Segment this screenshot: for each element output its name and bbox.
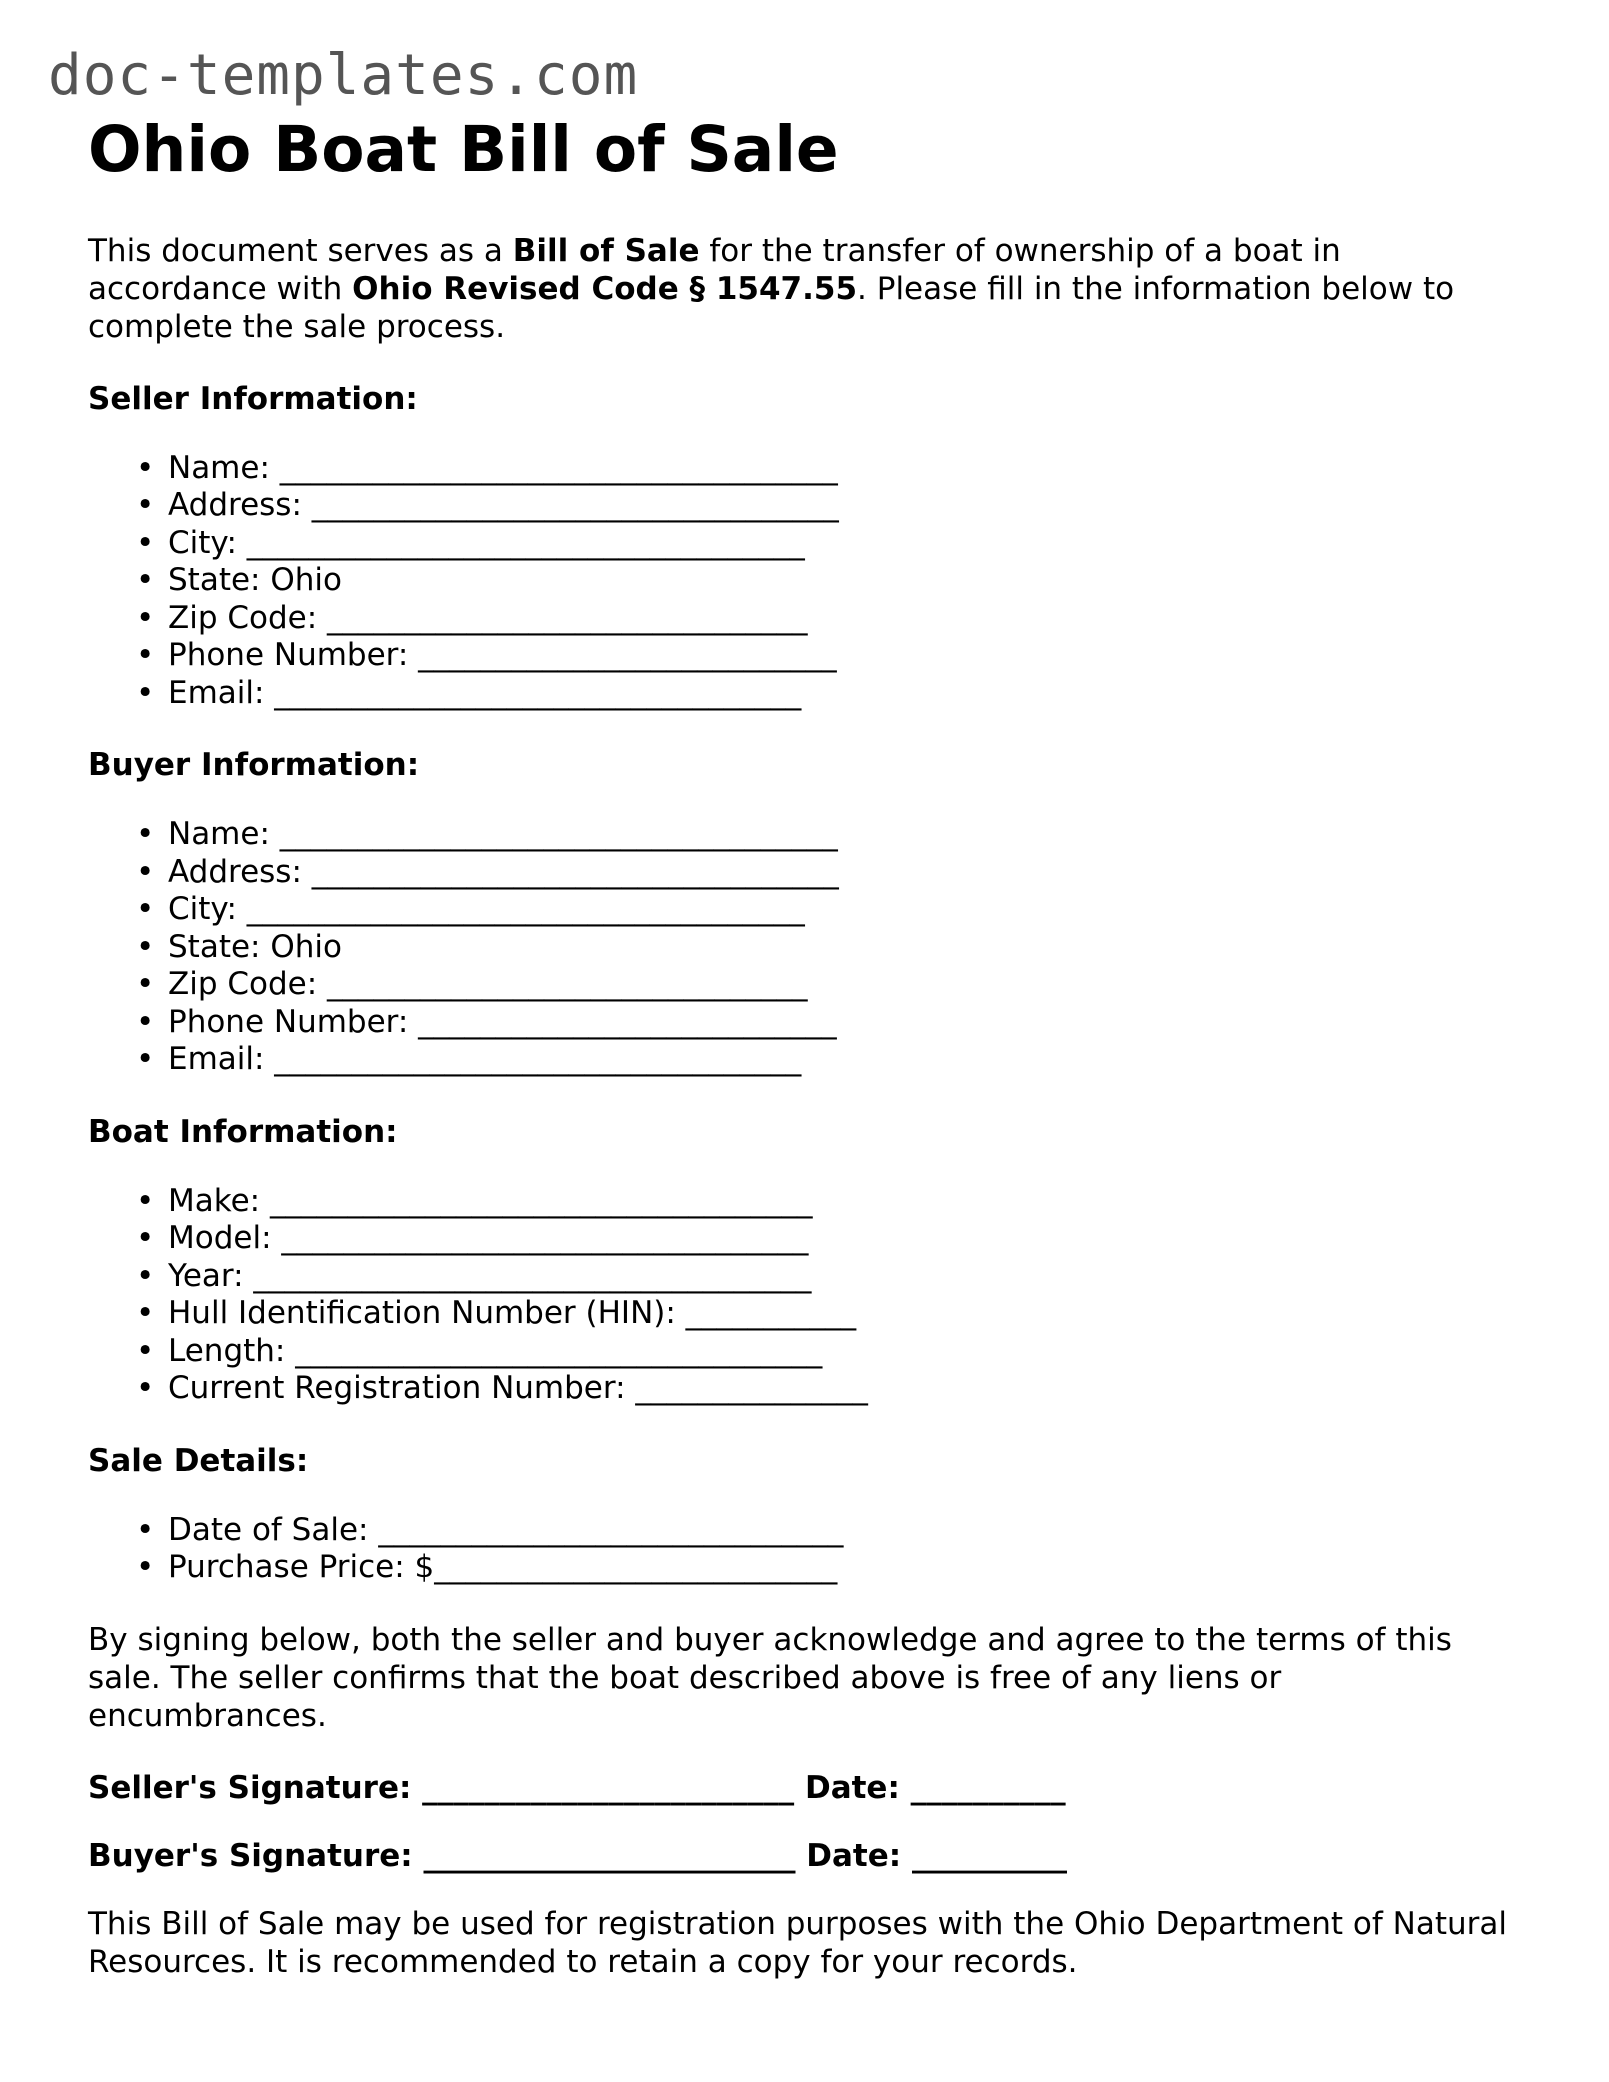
page-title: Ohio Boat Bill of Sale — [88, 113, 839, 186]
bullet-icon: • — [136, 853, 155, 890]
seller-field-list — [88, 450, 1528, 713]
buyer-phone-field[interactable]: • Phone Number: ___________________________ — [136, 1003, 837, 1040]
buyer-section-heading: Buyer Information: — [88, 747, 420, 784]
buyer-zip-field[interactable]: • Zip Code: _______________________________ — [136, 966, 808, 1003]
bullet-icon: • — [136, 1295, 155, 1332]
bullet-icon: • — [136, 599, 155, 636]
bullet-icon: • — [136, 1549, 155, 1586]
bullet-icon: • — [136, 1257, 155, 1294]
boat-field-list — [88, 1183, 1528, 1408]
seller-phone-field[interactable]: • Phone Number: ___________________________ — [136, 637, 837, 674]
bullet-icon: • — [136, 1003, 155, 1040]
bullet-icon: • — [136, 524, 155, 561]
sale-field-list — [88, 1512, 1528, 1587]
intro-text-3: . Please fill in the information below to complete the sale process. — [88, 270, 1455, 345]
intro-bold-revised-code: Ohio Revised Code § 1547.55 — [352, 270, 858, 307]
boat-year-field[interactable]: • Year: ____________________________________ — [136, 1257, 812, 1294]
bullet-icon: • — [136, 1182, 155, 1219]
seller-city-field[interactable]: • City: ____________________________________ — [136, 524, 805, 561]
buyer-name-field[interactable]: • Name: ____________________________________ — [136, 816, 838, 853]
intro-text-1: This document serves as a — [88, 232, 513, 269]
boat-section-heading: Boat Information: — [88, 1113, 398, 1150]
bullet-icon: • — [136, 1332, 155, 1369]
intro-text-2: for the transfer of ownership of a boat in accordance with — [88, 232, 1341, 307]
bullet-icon: • — [136, 674, 155, 711]
boat-registration-field[interactable]: • Current Registration Number: _______________ — [136, 1370, 868, 1407]
seller-email-field[interactable]: • Email: __________________________________ — [136, 674, 802, 711]
sale-price-field[interactable]: • Purchase Price: $__________________________ — [136, 1549, 838, 1586]
bullet-icon: • — [136, 1511, 155, 1548]
boat-hin-field[interactable]: • Hull Identification Number (HIN): ___________ — [136, 1295, 857, 1332]
intro-bold-bill-of-sale: Bill of Sale — [512, 232, 700, 269]
watermark: doc-templates.com — [48, 43, 639, 108]
boat-model-field[interactable]: • Model: __________________________________ — [136, 1220, 809, 1257]
bullet-icon: • — [136, 1370, 155, 1407]
seller-address-field[interactable]: • Address: __________________________________ — [136, 487, 839, 524]
buyer-field-list — [88, 816, 1528, 1079]
boat-make-field[interactable]: • Make: ___________________________________ — [136, 1182, 813, 1219]
intro-paragraph — [88, 232, 1528, 346]
bullet-icon: • — [136, 449, 155, 486]
seller-zip-field[interactable]: • Zip Code: _______________________________ — [136, 599, 808, 636]
seller-state-field: • State: Ohio — [136, 562, 342, 599]
seller-signature-line[interactable]: Seller's Signature: ________________________ Date: __________ — [88, 1769, 1066, 1806]
buyer-signature-line[interactable]: Buyer's Signature: ________________________ Date: __________ — [88, 1837, 1067, 1874]
acknowledgement-paragraph: By signing below, both the seller and buyer acknowledge and agree to the terms of this sale. The seller confirms that the boat described above is free of any liens or encumbrances. — [88, 1621, 1452, 1734]
sale-date-field[interactable]: • Date of Sale: ______________________________ — [136, 1511, 844, 1548]
bullet-icon: • — [136, 487, 155, 524]
document — [88, 112, 1528, 1981]
bullet-icon: • — [136, 637, 155, 674]
bullet-icon: • — [136, 562, 155, 599]
bullet-icon: • — [136, 966, 155, 1003]
bullet-icon: • — [136, 1220, 155, 1257]
boat-length-field[interactable]: • Length: __________________________________ — [136, 1332, 823, 1369]
bullet-icon: • — [136, 816, 155, 853]
seller-section-heading: Seller Information: — [88, 380, 418, 417]
footer-paragraph: This Bill of Sale may be used for registration purposes with the Ohio Department of Natural Resources. It is recommended to retain a copy for your records. — [88, 1905, 1507, 1980]
seller-name-field[interactable]: • Name: ____________________________________ — [136, 449, 838, 486]
bullet-icon: • — [136, 928, 155, 965]
sale-section-heading: Sale Details: — [88, 1442, 309, 1479]
buyer-city-field[interactable]: • City: ____________________________________ — [136, 891, 805, 928]
bullet-icon: • — [136, 891, 155, 928]
bullet-icon: • — [136, 1041, 155, 1078]
buyer-address-field[interactable]: • Address: __________________________________ — [136, 853, 839, 890]
buyer-state-field: • State: Ohio — [136, 928, 342, 965]
buyer-email-field[interactable]: • Email: __________________________________ — [136, 1041, 802, 1078]
